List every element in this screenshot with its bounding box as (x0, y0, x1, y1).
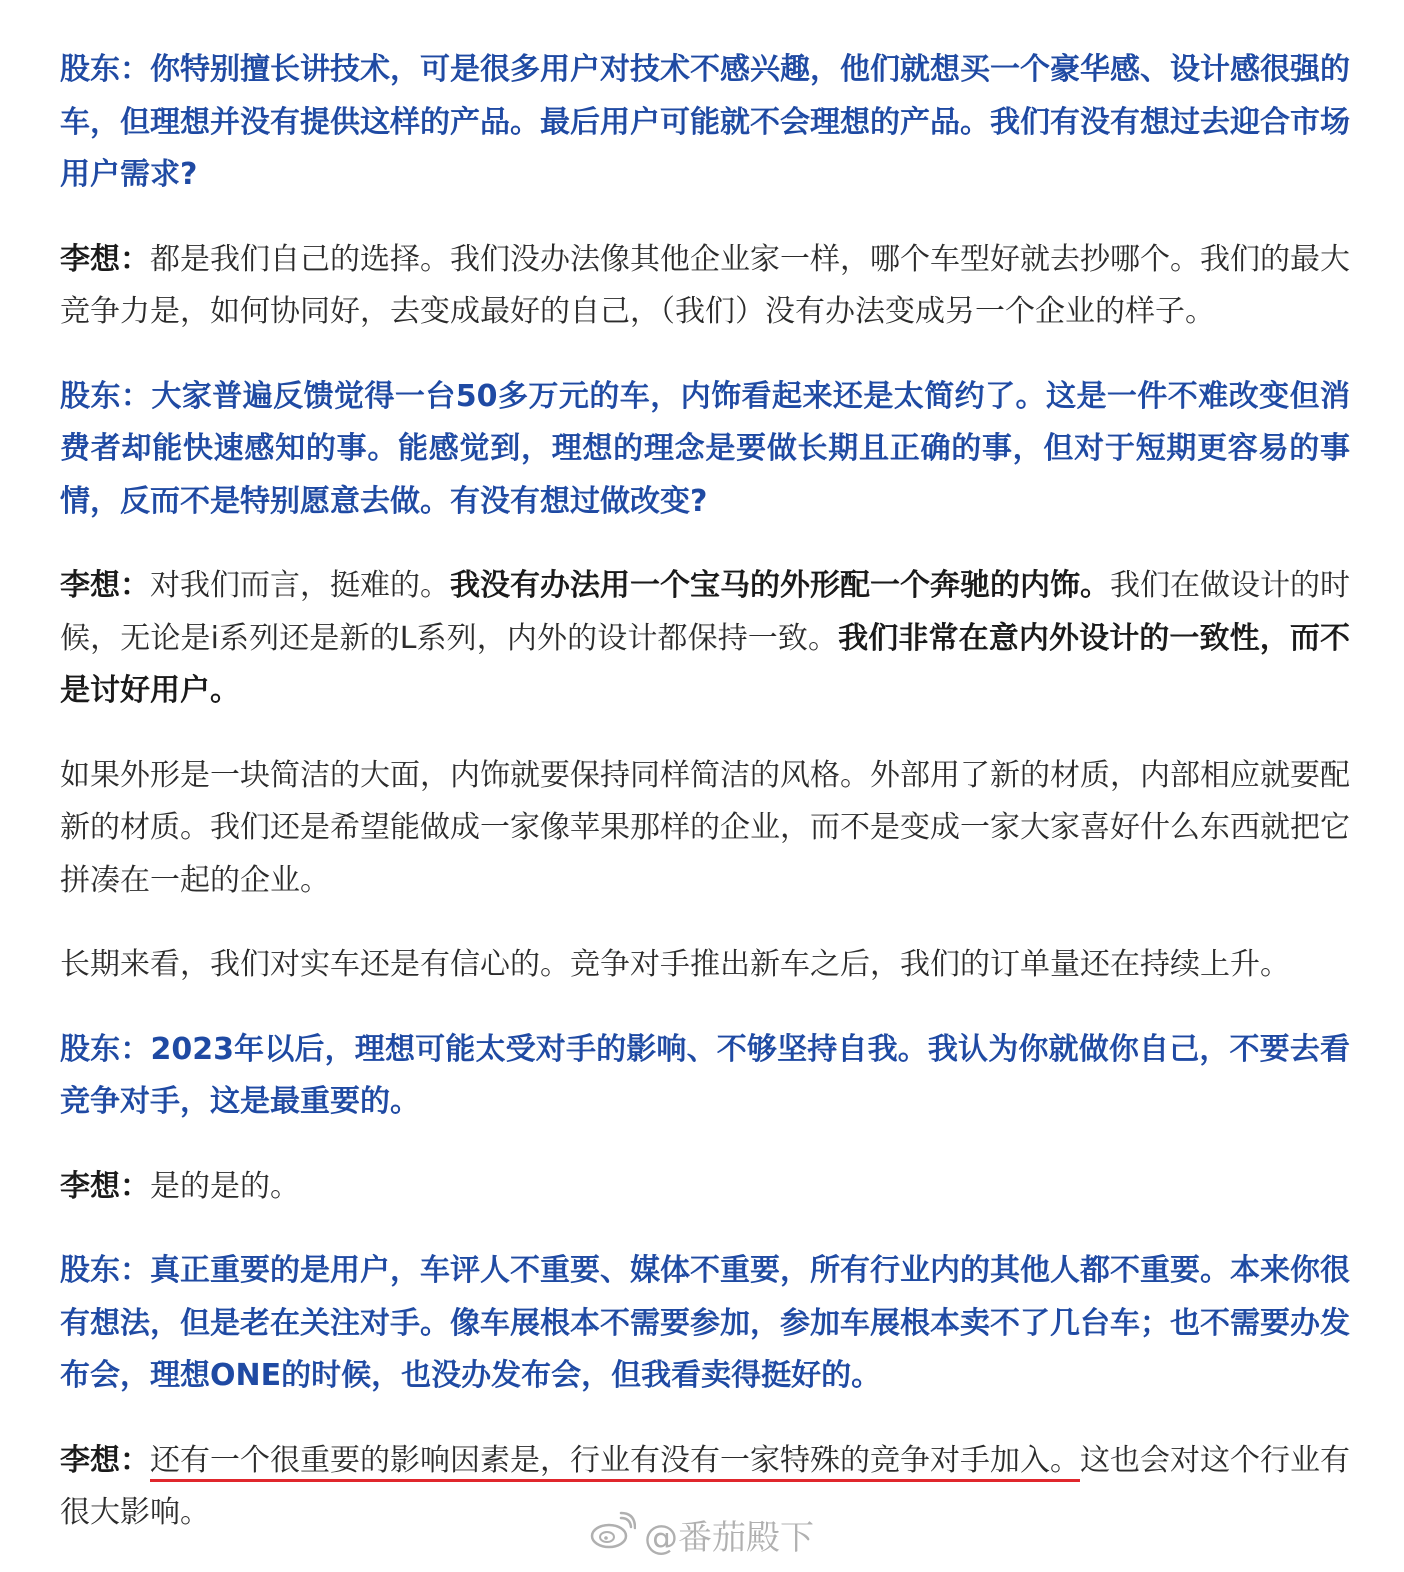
answer-text: 是的是的。 (150, 1168, 300, 1204)
question-text: 你特别擅长讲技术，可是很多用户对技术不感兴趣，他们就想买一个豪华感、设计感很强的车，但理想并没有提供这样的产品。最后用户可能就不会理想的产品。我们有没有想过去迎合市场用户需求? (60, 52, 1350, 192)
paragraph-shareholder-question (60, 1245, 1350, 1403)
weibo-icon (588, 1510, 636, 1559)
paragraph-shareholder-question (60, 371, 1350, 529)
answer-text: 对我们而言，挺难的。 (150, 568, 450, 603)
paragraph-shareholder-question (60, 44, 1350, 202)
answer-emphasis: 我们非常在意内外设计的一致性，而不是讨好用户。 (60, 620, 1350, 708)
weibo-watermark (588, 1508, 814, 1560)
paragraph-lixiang-answer (60, 234, 1350, 339)
speaker-label: 李想： (60, 568, 150, 603)
article-body (60, 44, 1350, 1572)
speaker-label: 股东： (60, 1031, 151, 1067)
question-text: 真正重要的是用户，车评人不重要、媒体不重要，所有行业内的其他人都不重要。本来你很有想法，但是老在关注对手。像车展根本不需要参加，参加车展根本卖不了几台车；也不需要办发布会，理想ONE的时候，也没办发布会，但我看卖得挺好的。 (60, 1253, 1350, 1393)
question-text: 2023年以后，理想可能太受对手的影响、不够坚持自我。我认为你就做你自己，不要去看竞争对手，这是最重要的。 (60, 1031, 1351, 1119)
speaker-label: 李想： (60, 1442, 150, 1478)
paragraph-answer-continued (60, 939, 1350, 992)
answer-text: 如果外形是一块简洁的大面，内饰就要保持同样简洁的风格。外部用了新的材质，内部相应就要配新的材质。我们还是希望能做成一家像苹果那样的企业，而不是变成一家大家喜好什么东西就把它拼凑在一起的企业。 (60, 757, 1350, 898)
paragraph-answer-continued (60, 750, 1350, 908)
answer-text: 长期来看，我们对实车还是有信心的。竞争对手推出新车之后，我们的订单量还在持续上升。 (60, 947, 1290, 982)
speaker-label: 李想： (60, 1168, 150, 1204)
answer-text: 这也会对这个行业有很大影响。 (60, 1442, 1350, 1530)
watermark-text: @番茄殿下 (644, 1517, 814, 1558)
speaker-label: 李想： (60, 241, 150, 277)
paragraph-lixiang-answer (60, 560, 1350, 718)
paragraph-lixiang-answer (60, 1161, 1350, 1214)
answer-text: 都是我们自己的选择。我们没办法像其他企业家一样，哪个车型好就去抄哪个。我们的最大竞争力是，如何协同好，去变成最好的自己，（我们）没有办法变成另一个企业的样子。 (60, 241, 1350, 329)
answer-text: 我们在做设计的时候，无论是i系列还是新的L系列，内外的设计都保持一致。 (60, 568, 1350, 656)
question-text: 大家普遍反馈觉得一台50多万元的车，内饰看起来还是太简约了。这是一件不难改变但消费者却能快速感知的事。能感觉到，理想的理念是要做长期且正确的事，但对于短期更容易的事情，反而不是特别愿意去做。有没有想过做改变? (60, 378, 1351, 519)
underlined-highlight: 还有一个很重要的影响因素是，行业有没有一家特殊的竞争对手加入。 (150, 1442, 1080, 1478)
paragraph-shareholder-question (60, 1024, 1350, 1129)
speaker-label: 股东： (60, 378, 152, 414)
speaker-label: 股东： (60, 1253, 150, 1288)
answer-emphasis: 我没有办法用一个宝马的外形配一个奔驰的内饰。 (450, 568, 1110, 603)
speaker-label: 股东： (60, 52, 150, 87)
